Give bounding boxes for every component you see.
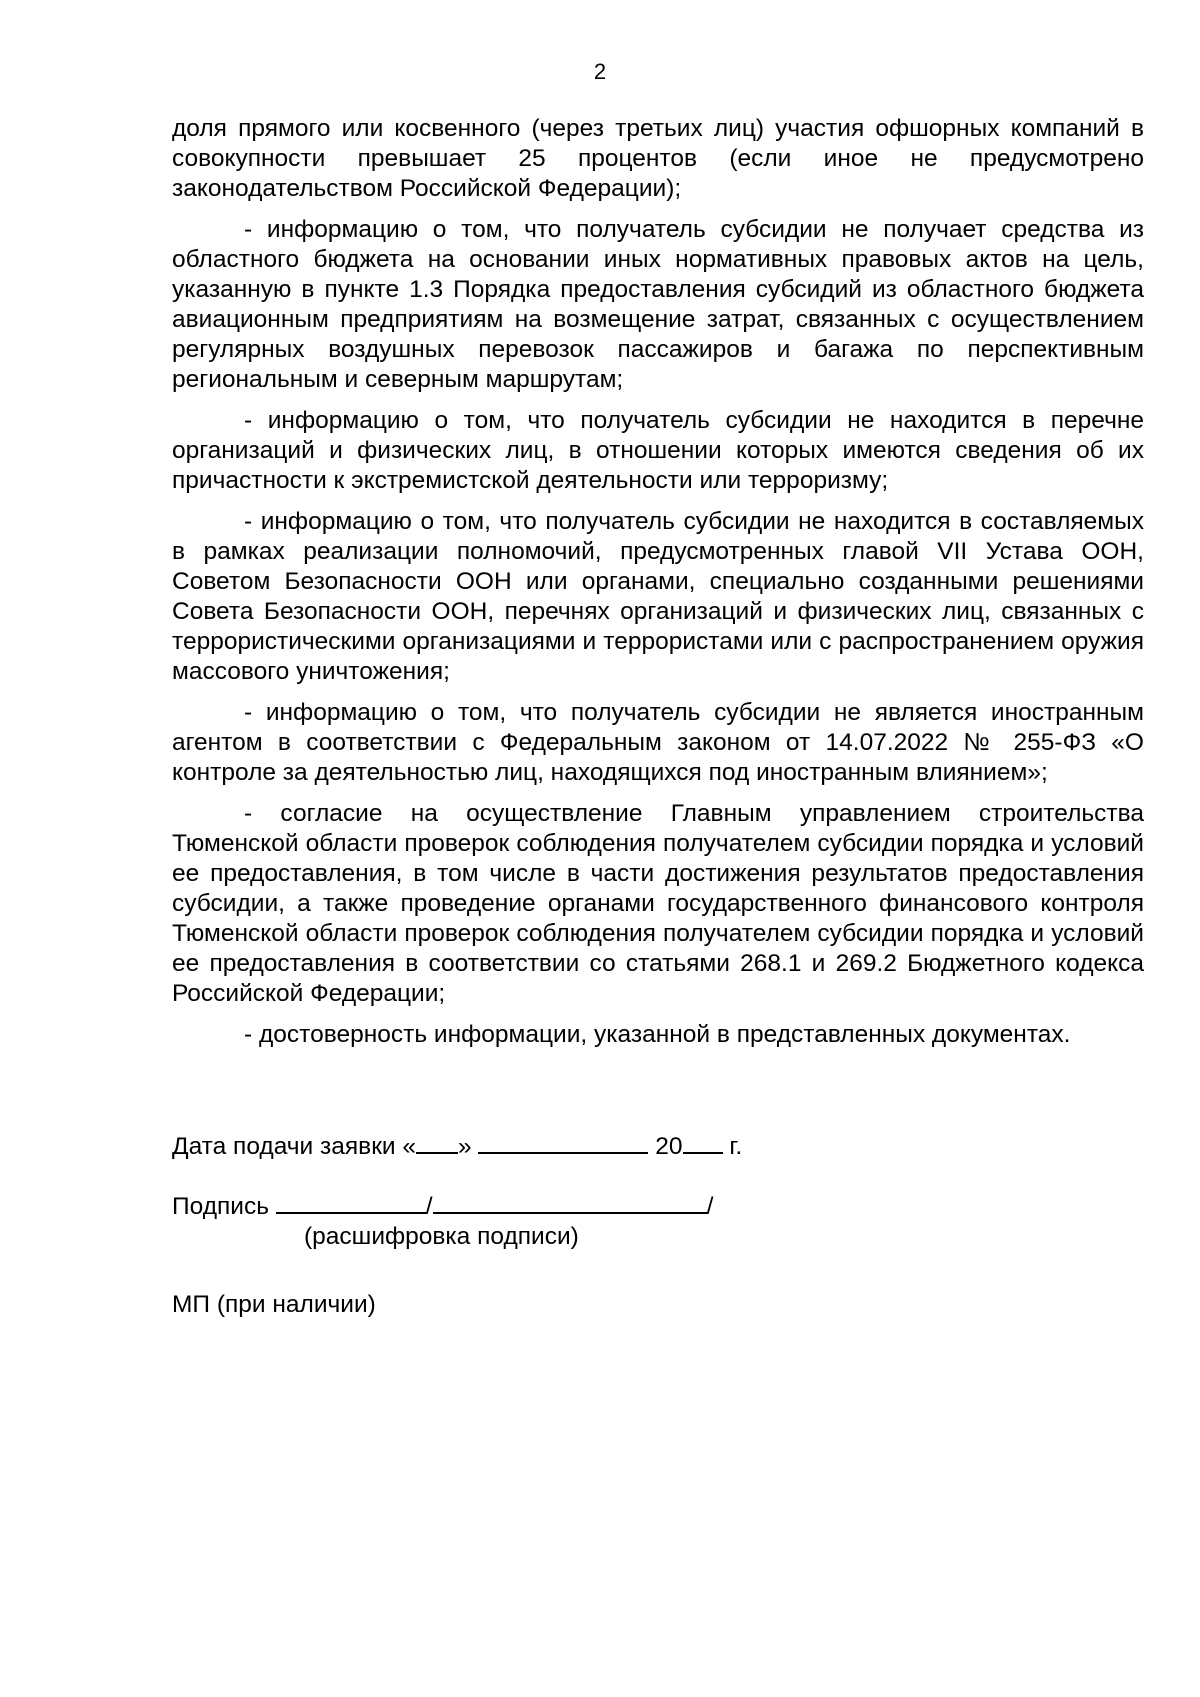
signature-decoding-blank <box>433 1190 707 1214</box>
signature-blank <box>276 1190 426 1214</box>
paragraph-not-in-extremist-list: - информацию о том, что получатель субсидии не находится в перечне организаций и физических лиц, в отношении которых имеются сведения об их причастности к экстремистской деятельности или терроризму; <box>172 407 1144 494</box>
paragraph-consent-to-checks: - согласие на осуществление Главным управлением строительства Тюменской области проверок соблюдения получателем субсидии порядка и условий ее предоставления, в том числе в части достижения результатов предоставления субсидии, а также проведение органами государственного финансового контроля Тюменской области проверок соблюдения получателем субсидии порядка и условий ее предоставления в соответствии со статьями 268.1 и 269.2 Бюджетного кодекса Российской Федерации; <box>172 800 1144 1007</box>
day-blank <box>416 1130 458 1154</box>
date-quote-close: » <box>458 1133 472 1160</box>
date-label: Дата подачи заявки « <box>172 1133 417 1160</box>
year-prefix: 20 <box>655 1133 683 1160</box>
document-body <box>172 114 1144 1061</box>
paragraph-not-in-un-lists: - информацию о том, что получатель субсидии не находится в составляемых в рамках реализации полномочий, предусмотренных главой VII Устава ООН, Советом Безопасности ООН или органами, специально созданными решениями Совета Безопасности ООН, перечнях организаций и физических лиц, связанных с террористическими организациями и террористами или с распространением оружия массового уничтожения; <box>172 508 1144 685</box>
application-date-line <box>172 1130 742 1162</box>
seal-label: МП (при наличии) <box>172 1291 376 1318</box>
month-blank <box>478 1130 648 1154</box>
paragraph-no-other-funding: - информацию о том, что получатель субсидии не получает средства из областного бюджета на основании иных нормативных правовых актов на цель, указанную в пункте 1.3 Порядка предоставления субсидий из областного бюджета авиационным предприятиям на возмещение затрат, связанных с осуществлением регулярных воздушных перевозок пассажиров и багажа по перспективным региональным и северным маршрутам; <box>172 216 1144 393</box>
paragraph-offshore-share: доля прямого или косвенного (через третьих лиц) участия офшорных компаний в совокупности превышает 25 процентов (если иное не предусмотрено законодательством Российской Федерации); <box>172 115 1144 202</box>
paragraph-information-accuracy: - достоверность информации, указанной в представленных документах. <box>244 1021 1071 1048</box>
signature-slash-right: / <box>706 1193 714 1220</box>
year-suffix: г. <box>729 1133 743 1160</box>
signature-slash-left: / <box>425 1193 433 1220</box>
year-blank <box>683 1130 723 1154</box>
signature-line <box>172 1190 713 1222</box>
paragraph-not-foreign-agent: - информацию о том, что получатель субсидии не является иностранным агентом в соответствии с Федеральным законом от 14.07.2022 № 255-ФЗ «О контроле за деятельностью лиц, находящихся под иностранным влиянием»; <box>172 699 1144 786</box>
signature-caption: (расшифровка подписи) <box>304 1223 579 1250</box>
page-number: 2 <box>593 59 607 84</box>
signature-label: Подпись <box>172 1193 269 1220</box>
